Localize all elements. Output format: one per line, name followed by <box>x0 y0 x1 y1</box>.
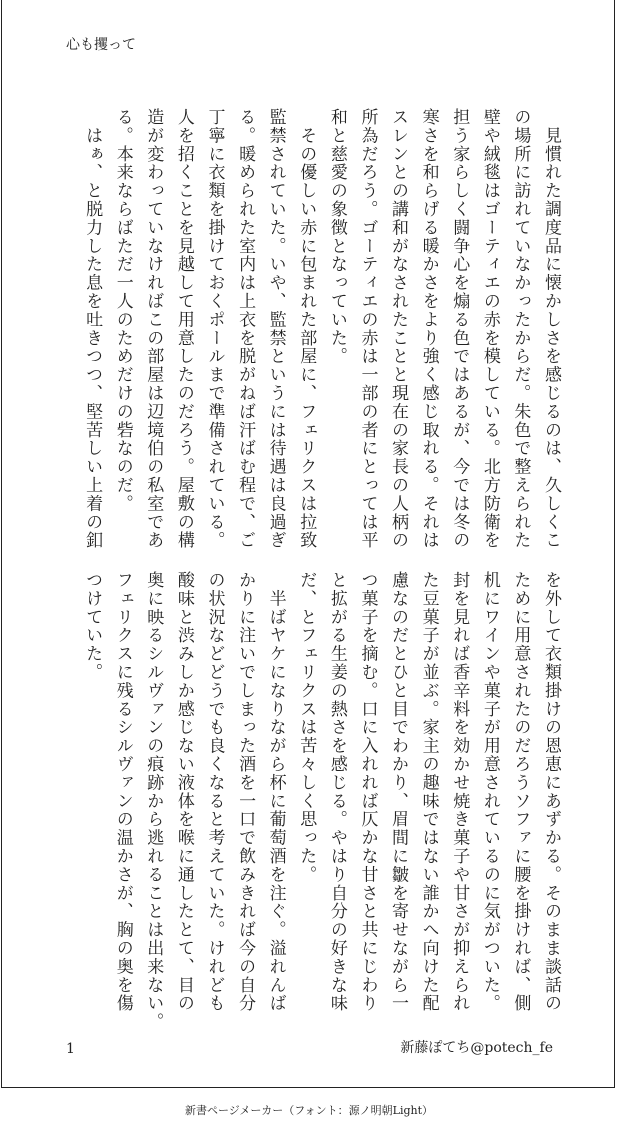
author-credit: 新藤ぽてち@potech_fe <box>400 1040 553 1056</box>
text-line: つけていた。 <box>82 571 103 682</box>
text-line: 封を見れば香辛料を効かせ焼き菓子や甘さが抑えられ <box>449 571 470 1013</box>
text-line: 人を招くことを見越して用意したのだろう。屋敷の構 <box>173 108 194 550</box>
text-line: 造が変わっていなければこの部屋は辺境伯の私室であ <box>143 108 164 550</box>
text-line: た豆菓子が並ぶ。家主の趣味ではない誰かへ向けた配 <box>418 571 439 1013</box>
generator-credit: 新書ページメーカー（フォント：源ノ明朝Light） <box>184 1104 434 1117</box>
text-line: かりに注いでしまった酒を一口で飲みきれば今の自分 <box>235 571 256 1013</box>
text-line: の状況などどうでも良くなると考えていた。けれども <box>204 571 225 1013</box>
text-line: る。暖められた室内は上衣を脱がねば汗ばむ程で、ご <box>235 108 256 550</box>
text-line: 監禁されていた。いや、監禁というには待遇は良過ぎ <box>265 108 286 550</box>
text-line: 半ばヤケになりながら杯に葡萄酒を注ぐ。溢れんば <box>265 571 286 1013</box>
text-line: フェリクスに残るシルヴァンの温かさが、胸の奥を傷 <box>112 571 133 1013</box>
text-line: る。本来ならばただ一人のためだけの砦なのだ。 <box>112 108 133 513</box>
text-line: だ、とフェリクスは苦々しく思った。 <box>296 571 317 884</box>
text-line: と拡がる生姜の熱さを感じる。やはり自分の好きな味 <box>326 571 347 1013</box>
text-line: 机にワインや菓子が用意されているのに気がついた。 <box>479 571 500 1013</box>
text-line: つ菓子を摘む。口に入れれば仄かな甘さと共にじわり <box>357 571 378 1013</box>
text-line: スレンとの講和がなされたことと現在の家長の人柄の <box>388 108 409 550</box>
text-line: 見慣れた調度品に懐かしさを感じるのは、久しくこ <box>541 108 561 550</box>
text-line: 丁寧に衣類を掛けておくポールまで準備されている。 <box>204 108 225 550</box>
text-line: 酸味と渋みしか感じない液体を喉に通したとて、目の <box>173 571 194 1013</box>
text-line: 和と慈愛の象徴となっていた。 <box>326 108 347 366</box>
text-line: 寒さを和らげる暖かさをより強く感じ取れる。それは <box>418 108 439 550</box>
page-number: 1 <box>66 1041 75 1057</box>
text-line: その優しい赤に包まれた部屋に、フェリクスは拉致 <box>296 108 317 550</box>
text-line: 壁や絨毯はゴーティエの赤を模している。北方防衛を <box>479 108 500 550</box>
text-line: 所為だろう。ゴーティエの赤は一部の者にとっては平 <box>357 108 378 550</box>
page-title: 心も攫って <box>66 37 136 53</box>
body-text-bottom <box>77 571 567 1031</box>
text-line: 慮なのだとひと目でわかり、眉間に皺を寄せながら一 <box>388 571 409 1013</box>
body-text-top <box>77 108 567 550</box>
text-line: 奥に映るシルヴァンの痕跡から逃れることは出来ない。 <box>143 571 164 1031</box>
text-line: の場所に訪れていなかったからだ。朱色で整えられた <box>510 108 531 550</box>
text-line: 担う家らしく闘争心を煽る色ではあるが、今では冬の <box>449 108 470 550</box>
text-line: を外して衣類掛けの恩恵にあずかる。そのまま談話の <box>541 571 561 1013</box>
text-line: はぁ、と脱力した息を吐きつつ、堅苦しい上着の釦 <box>82 108 103 550</box>
text-line: ために用意されたのだろうソファに腰を掛ければ、側 <box>510 571 531 1013</box>
